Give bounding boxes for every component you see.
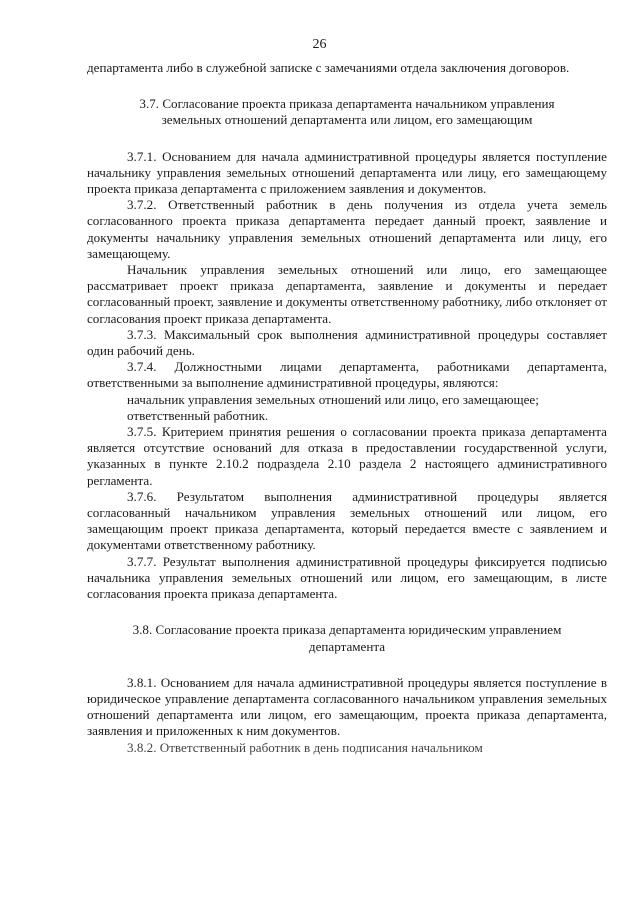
paragraph: Начальник управления земельных отношений или лицо, его замещающее рассматривает проект приказа департамента, заявление и документы и передает согласованный проект, заявление и документы ответственному работнику, либо отклоняет от согласования проект приказа департамента. <box>87 262 607 326</box>
section-heading-line: 3.8. Согласование проекта приказа департамента юридическим управлением <box>132 622 562 638</box>
document-body <box>87 60 607 756</box>
paragraph: 3.7.4. Должностными лицами департамента, работниками департамента, ответственными за выполнение административной процедуры, являются: <box>87 359 607 391</box>
section-spacer <box>87 76 607 96</box>
paragraph: 3.7.5. Критерием принятия решения о согласовании проекта приказа департамента является отсутствие оснований для отказа в предоставлении государственной услуги, указанных в пункте 2.10.2 подраздела 2.10 раздела 2 настоящего административного регламента. <box>87 424 607 488</box>
section-spacer <box>87 602 607 622</box>
list-item: начальник управления земельных отношений или лицо, его замещающее; <box>127 391 539 407</box>
list-item: ответственный работник. <box>127 407 269 423</box>
section-spacer <box>87 129 607 149</box>
paragraph: 3.7.7. Результат выполнения административной процедуры фиксируется подписью начальника управления земельных отношений или лицом, его замещающим, в листе согласования проекта приказа департамента. <box>87 553 607 602</box>
page-number: 26 <box>312 37 327 52</box>
paragraph: 3.7.1. Основанием для начала административной процедуры является поступление начальнику управления земельных отношений департамента или лицу, его замещающему проекта приказа департамента с приложением заявления и документов. <box>87 148 607 197</box>
paragraph: 3.8.1. Основанием для начала административной процедуры является поступление в юридическое управление департамента согласованного начальником управления земельных отношений департамента или лицом, его замещающим, проекта приказа департамента, заявления и приложенных к ним документов. <box>87 674 607 739</box>
paragraph: 3.7.6. Результатом выполнения административной процедуры является согласованный начальником управления земельных отношений или лицом, его замещающим проект приказа департамента, который передается вместе с заявлением и документами ответственному работнику. <box>87 488 607 553</box>
section-heading <box>87 622 607 654</box>
section-heading-line: земельных отношений департамента или лицом, его замещающим <box>161 112 533 128</box>
section-heading-line: департамента <box>308 638 386 654</box>
paragraph: департамента либо в служебной записке с замечаниями отдела заключения договоров. <box>87 60 570 75</box>
paragraph: 3.7.2. Ответственный работник в день получения из отдела учета земель согласованного проекта приказа департамента передает данный проект, заявление и документы начальнику управления земельных отношений департамента или лицу, его замещающему. <box>87 197 607 261</box>
section-spacer <box>87 655 607 675</box>
paragraph: 3.8.2. Ответственный работник в день подписания начальником <box>127 739 483 755</box>
section-heading-line: 3.7. Согласование проекта приказа департамента начальником управления <box>139 96 555 112</box>
section-heading <box>87 96 607 128</box>
paragraph: 3.7.3. Максимальный срок выполнения административной процедуры составляет один рабочий день. <box>87 326 607 359</box>
